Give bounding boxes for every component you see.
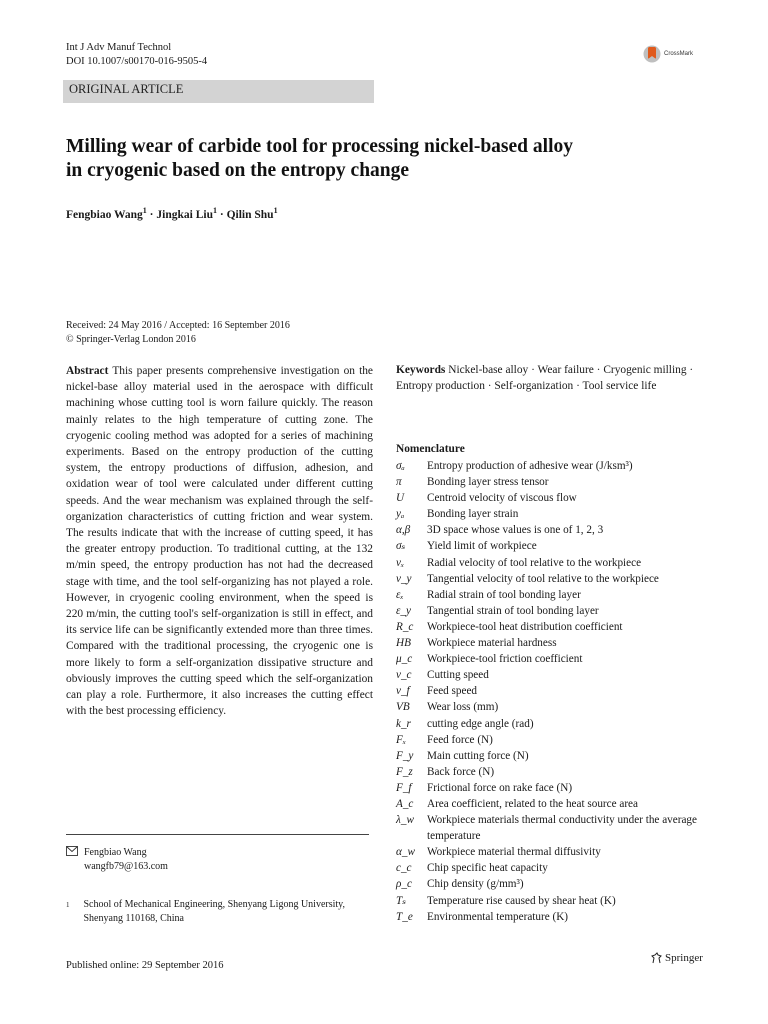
keywords xyxy=(396,362,706,394)
nomenclature-symbol: μ_c xyxy=(396,653,413,666)
nomenclature-definition: Radial strain of tool bonding layer xyxy=(427,588,581,601)
nomenclature-symbol: λ_w xyxy=(396,814,414,827)
nomenclature-item xyxy=(396,732,708,748)
nomenclature-definition: Back force (N) xyxy=(427,765,495,778)
crossmark-icon xyxy=(643,44,661,64)
affiliation-number: 1 xyxy=(66,901,70,909)
nomenclature-item xyxy=(396,490,708,506)
journal-header xyxy=(66,41,207,69)
nomenclature-symbol: A_c xyxy=(396,797,414,810)
nomenclature-symbol: T_e xyxy=(396,910,413,923)
nomenclature-symbol: c_c xyxy=(396,862,412,875)
abstract-text: This paper presents comprehensive investigation on the nickel-base alloy material used in the aerospace with difficult machining whose cutting tool is worn failure quickly. The reason mainly relates to the high temperature of cutting zone. The cryogenic cooling method was adopted for a series of machining experiments. Based on the entropy production of the cutting system, the entropy productions of diffusion, adhesion, and oxidation wear of tool were calculated under different cutting speeds. And the wear mechanism was explained through the self-organization characteristics of cutting friction and wear system. The results indicate that with the increase of cutting speed, it has the greater entropy production. To traditional cutting, at the 132 m/min speed, the entropy production has not had the decreased stage with time, and the tool self-organizing has not played a role. However, in cryogenic cooling environment, when the speed is 220 m/min, the cutting tool's self-organization is still in effect, and its service life can be significantly extended more than three times. Compared with the traditional processing, the cryogenic one is more likely to form a self-organization dissipative structure and obviously improves the cutting speed which the self-organization can play a role. Furthermore, it also increases the cutting effect with the best processing efficiency. xyxy=(66,365,373,718)
article-dates xyxy=(66,319,290,347)
nomenclature-item xyxy=(396,699,708,715)
copyright-notice: © Springer-Verlag London 2016 xyxy=(66,334,196,345)
nomenclature-item xyxy=(396,876,708,892)
author-separator: · xyxy=(216,209,227,221)
nomenclature-symbol: σₛ xyxy=(396,540,406,553)
nomenclature-symbol: ρ_c xyxy=(396,878,412,891)
nomenclature-definition: Workpiece material hardness xyxy=(427,637,557,650)
nomenclature-definition: Centroid velocity of viscous flow xyxy=(427,492,577,505)
author-affiliation-mark: 1 xyxy=(212,206,217,215)
nomenclature-item xyxy=(396,909,708,925)
keywords-text: Nickel-base alloy · Wear failure · Cryogenic milling · Entropy production · Self-organization · Tool service life xyxy=(396,364,694,393)
article-title xyxy=(66,135,706,183)
author-separator: · xyxy=(146,209,157,221)
doi[interactable]: DOI 10.1007/s00170-016-9505-4 xyxy=(66,56,208,67)
nomenclature-symbol: U xyxy=(396,492,405,505)
keywords-heading: Keywords xyxy=(396,364,446,376)
nomenclature-item xyxy=(396,651,708,667)
nomenclature-item xyxy=(396,538,708,554)
nomenclature-item xyxy=(396,635,708,651)
author-affiliation-mark: 1 xyxy=(273,206,278,215)
nomenclature-item xyxy=(396,555,708,571)
publisher-name: Springer xyxy=(665,952,703,964)
nomenclature-symbol: v_y xyxy=(396,572,412,585)
nomenclature-definition: Workpiece-tool heat distribution coefficient xyxy=(427,620,623,633)
nomenclature-item xyxy=(396,506,708,522)
nomenclature-item xyxy=(396,522,708,538)
nomenclature-symbol: F_f xyxy=(396,781,412,794)
nomenclature-symbol: π xyxy=(396,476,402,489)
affiliation-line-2: Shenyang 110168, China xyxy=(83,913,184,924)
nomenclature-symbol: α_w xyxy=(396,846,415,859)
nomenclature-definition: Cutting speed xyxy=(427,669,489,682)
abstract xyxy=(66,363,373,719)
nomenclature-item xyxy=(396,860,708,876)
crossmark-badge[interactable] xyxy=(643,44,693,64)
journal-name: Int J Adv Manuf Technol xyxy=(66,42,172,53)
nomenclature-item xyxy=(396,458,708,474)
author-name[interactable]: Qilin Shu xyxy=(226,209,274,221)
nomenclature-symbol: α,β xyxy=(396,524,411,537)
nomenclature-symbol: k_r xyxy=(396,717,411,730)
nomenclature-list xyxy=(396,458,708,925)
nomenclature-symbol: εₓ xyxy=(396,588,404,601)
nomenclature-item xyxy=(396,764,708,780)
nomenclature-definition: Wear loss (mm) xyxy=(427,701,499,714)
nomenclature-definition: Workpiece materials thermal conductivity under the average temperature xyxy=(427,814,697,843)
title-line-2: in cryogenic based on the entropy change xyxy=(66,160,410,181)
nomenclature-definition: Bonding layer strain xyxy=(427,508,519,521)
nomenclature-item xyxy=(396,667,708,683)
nomenclature-definition: cutting edge angle (rad) xyxy=(427,717,534,730)
author-name[interactable]: Jingkai Liu xyxy=(156,209,213,221)
nomenclature-definition: Main cutting force (N) xyxy=(427,749,529,762)
affiliation-line-1: School of Mechanical Engineering, Shenyang Ligong University, xyxy=(83,899,346,910)
published-online-date: Published online: 29 September 2016 xyxy=(66,960,224,971)
author-list xyxy=(66,206,278,221)
nomenclature-item xyxy=(396,683,708,699)
nomenclature-definition: Chip density (g/mm³) xyxy=(427,878,524,891)
nomenclature-item xyxy=(396,796,708,812)
nomenclature-item xyxy=(396,780,708,796)
abstract-heading: Abstract xyxy=(66,365,109,377)
nomenclature-item xyxy=(396,619,708,635)
nomenclature-item xyxy=(396,748,708,764)
nomenclature-heading: Nomenclature xyxy=(396,443,465,455)
springer-horse-icon xyxy=(651,952,663,964)
nomenclature-symbol: v_f xyxy=(396,685,410,698)
affiliation xyxy=(66,898,371,926)
nomenclature-definition: Tangential strain of tool bonding layer xyxy=(427,604,599,617)
nomenclature-symbol: ε_y xyxy=(396,604,411,617)
nomenclature-item xyxy=(396,571,708,587)
springer-logo xyxy=(651,952,703,964)
crossmark-label: CrossMark xyxy=(664,51,694,57)
nomenclature-definition: Bonding layer stress tensor xyxy=(427,476,549,489)
nomenclature-symbol: VB xyxy=(396,701,410,714)
nomenclature-definition: Chip specific heat capacity xyxy=(427,862,548,875)
nomenclature-symbol: yₐ xyxy=(396,508,405,521)
nomenclature-symbol: v_c xyxy=(396,669,412,682)
nomenclature-definition: Feed speed xyxy=(427,685,478,698)
nomenclature-item xyxy=(396,474,708,490)
nomenclature-symbol: Fₓ xyxy=(396,733,407,746)
received-accepted-date: Received: 24 May 2016 / Accepted: 16 September 2016 xyxy=(66,320,290,331)
nomenclature-definition: Feed force (N) xyxy=(427,733,493,746)
correspondence-email[interactable]: wangfb79@163.com xyxy=(84,861,168,872)
nomenclature-definition: Environmental temperature (K) xyxy=(427,910,569,923)
nomenclature-item xyxy=(396,844,708,860)
author-name[interactable]: Fengbiao Wang xyxy=(66,209,143,221)
nomenclature-symbol: R_c xyxy=(396,620,414,633)
nomenclature-symbol: HB xyxy=(396,637,411,650)
nomenclature-definition: Radial velocity of tool relative to the workpiece xyxy=(427,556,642,569)
correspondence xyxy=(66,846,168,874)
nomenclature-item xyxy=(396,603,708,619)
nomenclature-item xyxy=(396,716,708,732)
nomenclature-item xyxy=(396,587,708,603)
nomenclature-definition: Tangential velocity of tool relative to the workpiece xyxy=(427,572,659,585)
footnote-divider xyxy=(66,834,369,835)
nomenclature-definition: Workpiece-tool friction coefficient xyxy=(427,653,583,666)
nomenclature-definition: Frictional force on rake face (N) xyxy=(427,781,573,794)
nomenclature-definition: Entropy production of adhesive wear (J/ksm³) xyxy=(427,460,633,472)
nomenclature-definition: Workpiece material thermal diffusivity xyxy=(427,846,601,859)
nomenclature-symbol: F_z xyxy=(396,765,413,778)
nomenclature-symbol: F_y xyxy=(396,749,414,762)
title-line-1: Milling wear of carbide tool for processing nickel-based alloy xyxy=(66,136,573,157)
nomenclature-symbol: Tₛ xyxy=(396,894,406,907)
author-affiliation-mark: 1 xyxy=(142,206,147,215)
nomenclature-definition: Area coefficient, related to the heat source area xyxy=(427,797,638,810)
nomenclature-symbol: vₓ xyxy=(396,556,405,569)
article-type-banner: ORIGINAL ARTICLE xyxy=(63,80,374,103)
nomenclature-definition: Yield limit of workpiece xyxy=(427,540,537,553)
nomenclature-definition: Temperature rise caused by shear heat (K) xyxy=(427,894,616,907)
nomenclature-item xyxy=(396,893,708,909)
nomenclature-symbol: σₐ xyxy=(396,460,405,472)
envelope-icon xyxy=(66,846,78,856)
nomenclature-item xyxy=(396,812,708,844)
nomenclature-definition: 3D space whose values is one of 1, 2, 3 xyxy=(427,524,604,537)
correspondence-name: Fengbiao Wang xyxy=(84,847,147,858)
